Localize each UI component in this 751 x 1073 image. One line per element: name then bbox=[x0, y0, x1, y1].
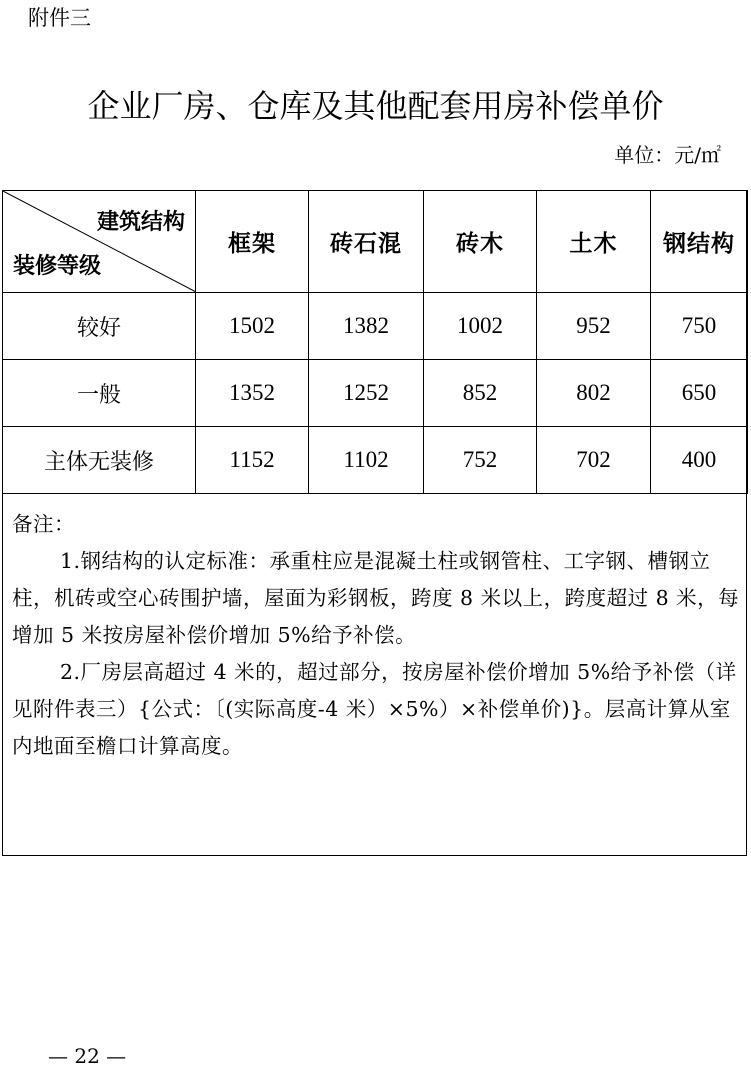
corner-cell bbox=[3, 191, 196, 293]
table-cell: 1352 bbox=[196, 360, 309, 427]
column-header: 砖木 bbox=[424, 191, 537, 293]
notes-heading: 备注： bbox=[12, 512, 75, 536]
table-cell: 852 bbox=[424, 360, 537, 427]
unit-note: 单位：元/㎡ bbox=[614, 143, 721, 167]
table-cell: 702 bbox=[537, 427, 651, 494]
column-header: 框架 bbox=[196, 191, 309, 293]
row-label: 主体无装修 bbox=[3, 427, 196, 494]
table-cell: 752 bbox=[424, 427, 537, 494]
table-row bbox=[3, 293, 748, 360]
column-header: 钢结构 bbox=[651, 191, 748, 293]
page-number: — 22 — bbox=[48, 1044, 127, 1068]
attachment-label: 附件三 bbox=[28, 6, 91, 30]
row-label: 较好 bbox=[3, 293, 196, 360]
header-row bbox=[3, 191, 748, 293]
page-title: 企业厂房、仓库及其他配套用房补偿单价 bbox=[87, 87, 664, 125]
column-header: 砖石混 bbox=[309, 191, 424, 293]
table-cell: 400 bbox=[651, 427, 748, 494]
corner-bottom-label: 装修等级 bbox=[13, 254, 102, 279]
table-cell: 952 bbox=[537, 293, 651, 360]
table-cell: 1002 bbox=[424, 293, 537, 360]
table-cell: 650 bbox=[651, 360, 748, 427]
compensation-table bbox=[2, 190, 748, 494]
note-item-2: 2.厂房层高超过 4 米的，超过部分，按房屋补偿价增加 5%给予补偿（详见附件表三）{公式：〔(实际高度-4 米）×5%）×补偿单价)}。层高计算从室内地面至檐口计算高度。 bbox=[12, 660, 737, 758]
table-cell: 1382 bbox=[309, 293, 424, 360]
column-header: 土木 bbox=[537, 191, 651, 293]
table-cell: 1152 bbox=[196, 427, 309, 494]
notes-section bbox=[12, 506, 742, 765]
table-cell: 1252 bbox=[309, 360, 424, 427]
table-row bbox=[3, 427, 748, 494]
table-cell: 802 bbox=[537, 360, 651, 427]
note-item-1: 1.钢结构的认定标准：承重柱应是混凝土柱或钢管柱、工字钢、槽钢立柱，机砖或空心砖围护墙，屋面为彩钢板，跨度 8 米以上，跨度超过 8 米，每增加 5 米按房屋补偿价增加 5%给予补偿。 bbox=[12, 549, 740, 647]
table-cell: 1102 bbox=[309, 427, 424, 494]
table-cell: 750 bbox=[651, 293, 748, 360]
corner-top-label: 建筑结构 bbox=[96, 210, 185, 235]
table-row bbox=[3, 360, 748, 427]
row-label: 一般 bbox=[3, 360, 196, 427]
table-cell: 1502 bbox=[196, 293, 309, 360]
